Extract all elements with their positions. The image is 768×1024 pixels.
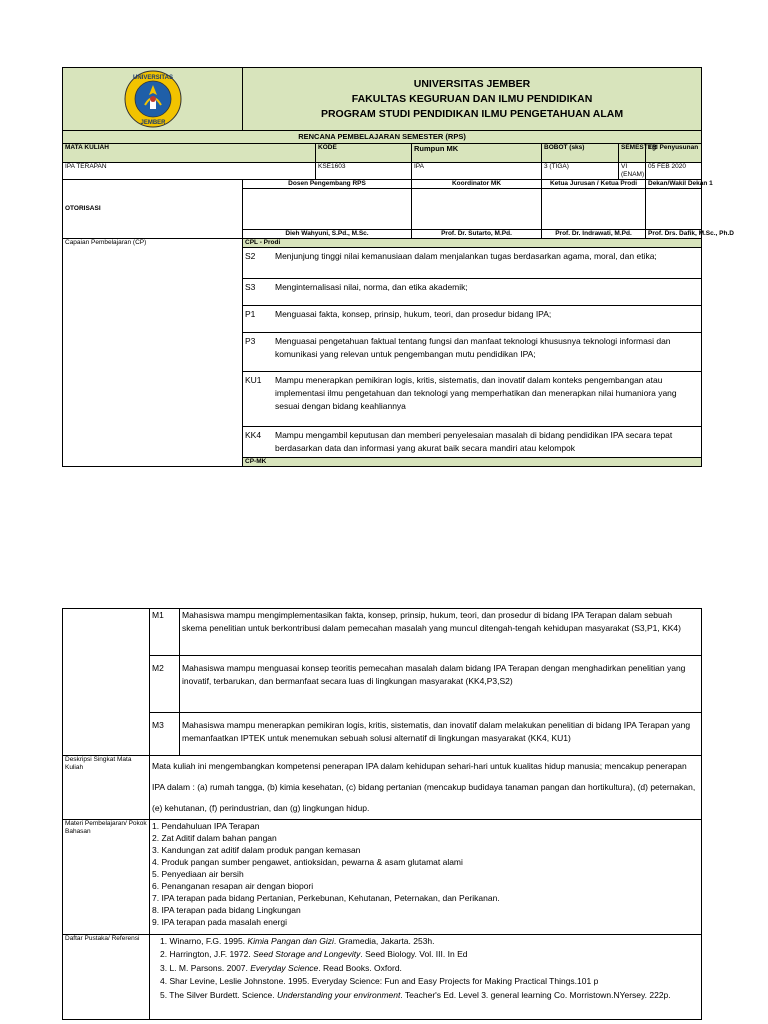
cpmk-left-cell [63, 609, 150, 756]
cpl-text: Menguasai fakta, konsep, prinsip, hukum, teori, dan prosedur bidang IPA; [275, 309, 552, 319]
materi-item: 5. Penyediaan air bersih [152, 869, 244, 879]
role-ketua: Ketua Jurusan / Ketua Prodi [542, 180, 646, 189]
pustaka-item: 1. Winarno, F.G. 1995. Kimia Pangan dan Gizi. Gramedia, Jakarta. 253h. [160, 936, 435, 946]
otorisasi-label: OTORISASI [63, 180, 243, 239]
signature-dekan [646, 189, 702, 230]
materi-item: 2. Zat Aditif dalam bahan pangan [152, 833, 277, 843]
cpmk-text: Mahasiswa mampu mengimplementasikan fakta, konsep, prinsip, hukum, teori, dan prosedur di bidang IPA Terapan dalam sebuah skema penelitian untuk berkontribusi dalam pemecahan masalah yang muncul ditengah-tengah kehidupan masyarakat (S3,P1, KK4) [180, 609, 702, 656]
pustaka-item: 3. L. M. Parsons. 2007. Everyday Science. Read Books. Oxford. [160, 962, 402, 973]
cpl-code: KU1 [245, 375, 262, 385]
cpmk-code: M1 [150, 609, 180, 656]
cpl-item [243, 427, 702, 458]
cpl-code: KK4 [245, 430, 262, 440]
cpmk-label: CP-MK [243, 458, 702, 467]
materi-item: 7. IPA terapan pada bidang Pertanian, Perkebunan, Kehutanan, Peternakan, dan Perikanan. [152, 893, 500, 903]
cpl-item [243, 372, 702, 427]
cpl-item [243, 279, 702, 306]
cpl-code: P1 [245, 309, 256, 319]
pustaka-list [152, 935, 699, 1002]
tgl-value: 05 FEB 2020 [646, 163, 702, 180]
cpl-item [243, 306, 702, 333]
university-name: UNIVERSITAS JEMBER [413, 77, 531, 90]
pustaka-item: 2. Harrington, J.F. 1972. Seed Storage and Longevity. Seed Biology. Vol. III. In Ed [160, 949, 468, 960]
program-name: PROGRAM STUDI PENDIDIKAN ILMU PENGETAHUAN ALAM [320, 107, 624, 120]
signature-ketua [542, 189, 646, 230]
cpl-item [243, 333, 702, 372]
materi-item: 6. Penanganan resapan air dengan biopori [152, 881, 314, 891]
name-dosen: Dieh Wahyuni, S.Pd., M.Sc. [243, 230, 412, 239]
rps-detail-table [62, 608, 702, 1020]
cpmk-code: M2 [150, 656, 180, 713]
materi-item: 1. Pendahuluan IPA Terapan [152, 821, 260, 831]
header-title-cell [243, 68, 702, 131]
cpl-text: Mampu menerapkan pemikiran logis, kritis, sistematis, dan inovatif dalam konteks pengembangan atau implementasi ilmu pengetahuan dan teknologi yang memperhatikan dan menerapkan nilai humaniora yang sesuai dengan bidang keahliannya [275, 375, 677, 411]
cpmk-text: Mahasiswa mampu menguasai konsep teoritis pemecahan masalah dalam bidang IPA Terapan dengan menghadirkan penelitian yang inovatif, terbarukan, dan bermanfaat secara luas di lingkungan masyarakat (KK4,P3,S2) [180, 656, 702, 713]
deskripsi-text: Mata kuliah ini mengembangkan kompetensi penerapan IPA dalam kehidupan sehari-hari untuk kualitas hidup manusia; mencakup penerapan IPA dalam : (a) rumah tangga, (b) kimia kesehatan, (c) bidang pertanian (mencakup budidaya tanaman pangan dan hortikultura), (d) peternakan, (e) kehutanan, (f) perindustrian, dan (g) lingkungan hidup. [150, 756, 702, 820]
materi-item: 4. Produk pangan sumber pengawet, antioksidan, pewarna & asam glutamat alami [152, 857, 463, 867]
rumpun-value: IPA [412, 163, 542, 180]
rps-header-table [62, 67, 734, 467]
materi-label: Materi Pembelajaran/ Pokok Bahasan [63, 820, 150, 935]
mata-kuliah-value: IPA TERAPAN [63, 163, 316, 180]
pustaka-cell [150, 935, 702, 1020]
logo-top-text: UNIVERSITAS [132, 75, 173, 81]
semester-value: VI (ENAM) [619, 163, 646, 180]
cpl-item [243, 248, 702, 279]
role-koordinator: Koordinator MK [412, 180, 542, 189]
pustaka-item: 4. Shar Levine, Leslie Johnstone. 1995. Everyday Science: Fun and Easy Projects for Making Practical Things.101 p [160, 976, 599, 987]
cpmk-code: M3 [150, 713, 180, 756]
rumpun-header: Rumpun MK [412, 144, 542, 163]
deskripsi-label: Deskripsi Singkat Mata Kuliah [63, 756, 150, 820]
cpl-text: Mampu mengambil keputusan dan memberi penyelesaian masalah di bidang pendidikan IPA secara tepat berdasarkan data dan informasi yang akurat baik secara mandiri atau kelompok [275, 430, 673, 453]
cpl-label: CPL - Prodi [243, 239, 702, 248]
tgl-header: Tgl Penyusunan [646, 144, 702, 163]
kode-value: KSE1603 [316, 163, 412, 180]
cpl-text: Menguasai pengetahuan faktual tentang fungsi dan manfaat teknologi khususnya teknologi informasi dan komunikasi yang relevan untuk pengembangan mutu pendidikan IPA; [275, 336, 671, 359]
cpmk-text: Mahasiswa mampu menerapkan pemikiran logis, kritis, sistematis, dan inovatif dalam melakukan penelitian di bidang IPA Terapan yang memanfaatkan IPTEK untuk menemukan sebuah solusi alternatif di lingkungan masyarakat (KK4, KU1) [180, 713, 702, 756]
bobot-header: BOBOT (sks) [542, 144, 619, 163]
cpl-code: P3 [245, 336, 256, 346]
materi-item: 9. IPA terapan pada masalah energi [152, 917, 287, 927]
bobot-value: 3 (TIGA) [542, 163, 619, 180]
materi-item: 8. IPA terapan pada bidang Lingkungan [152, 905, 301, 915]
role-dekan: Dekan/Wakil Dekan 1 [646, 180, 702, 189]
cpl-text: Menginternalisasi nilai, norma, dan etika akademik; [275, 282, 468, 292]
signature-koordinator [412, 189, 542, 230]
faculty-name: FAKULTAS KEGURUAN DAN ILMU PENDIDIKAN [351, 92, 593, 105]
mata-kuliah-header: MATA KULIAH [63, 144, 316, 163]
materi-cell [150, 820, 702, 935]
logo-bottom-text: JEMBER [139, 120, 166, 126]
name-dekan: Prof. Drs. Dafik, M.Sc., Ph.D [646, 230, 702, 239]
materi-list [152, 820, 699, 928]
name-koordinator: Prof. Dr. Sutarto, M.Pd. [412, 230, 542, 239]
pustaka-label: Daftar Pustaka/ Referensi [63, 935, 150, 1020]
cpl-code: S3 [245, 282, 256, 292]
kode-header: KODE [316, 144, 412, 163]
pustaka-item: 5. The Silver Burdett. Science. Understanding your environment. Teacher's Ed. Level 3. general learning Co. Morristown.NYersey. 222p. [160, 989, 671, 1000]
cpl-text: Menjunjung tinggi nilai kemanusiaan dalam menjalankan tugas berdasarkan agama, moral, dan etika; [275, 251, 657, 261]
capaian-label: Capaian Pembelajaran (CP) [63, 239, 243, 467]
cpl-code: S2 [245, 251, 256, 261]
semester-header: SEMESTER [619, 144, 646, 163]
logo-cell [63, 68, 243, 131]
materi-item: 3. Kandungan zat aditif dalam produk pangan kemasan [152, 845, 361, 855]
signature-dosen [243, 189, 412, 230]
university-logo [123, 69, 183, 129]
role-dosen: Dosen Pengembang RPS [243, 180, 412, 189]
rps-title: RENCANA PEMBELAJARAN SEMESTER (RPS) [63, 131, 702, 144]
name-ketua: Prof. Dr. Indrawati, M.Pd. [542, 230, 646, 239]
